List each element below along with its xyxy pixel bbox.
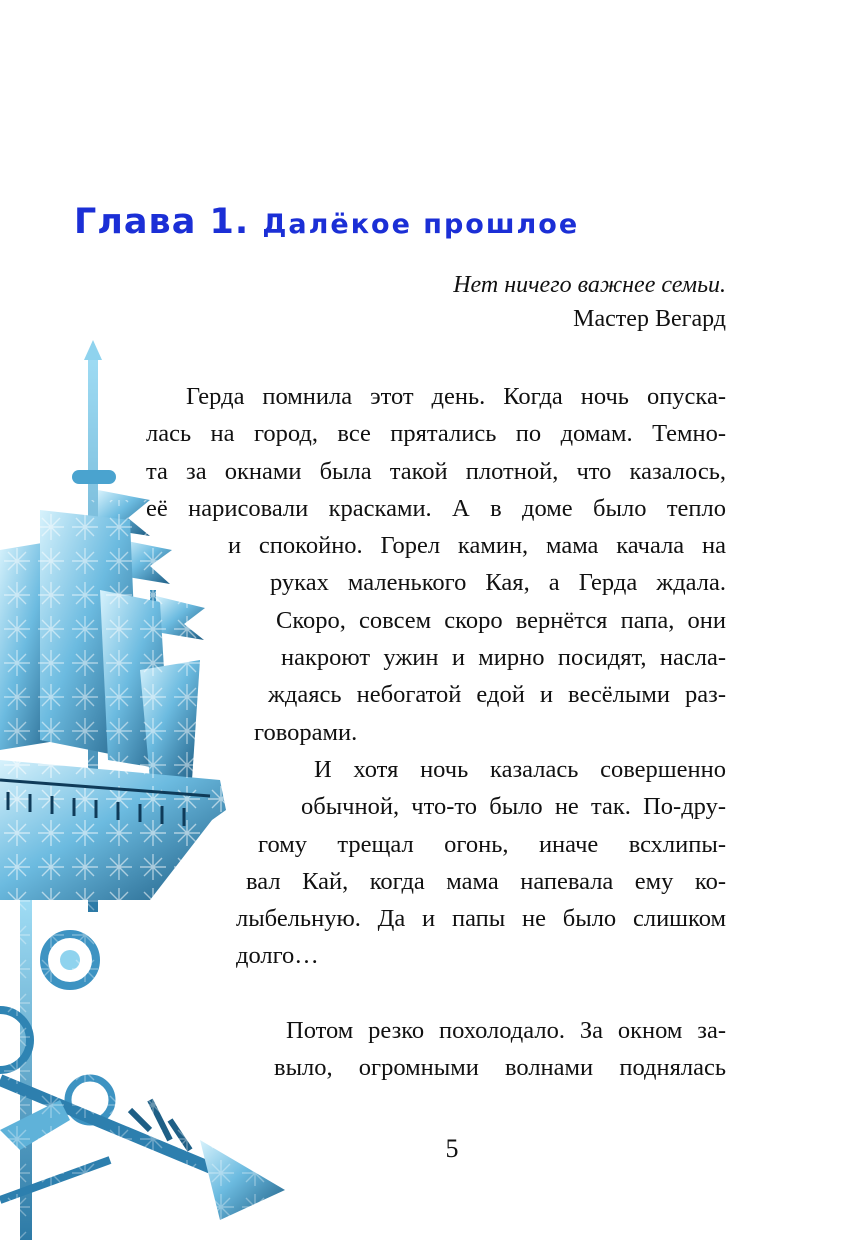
- epigraph-quote: Нет ничего важнее семьи.: [453, 272, 726, 298]
- text-line: Герда помнила этот день. Когда ночь опуска-: [186, 383, 726, 410]
- text-line: обычной, что-то было не так. По-дру-: [301, 793, 726, 821]
- paragraph: [146, 378, 726, 751]
- text-line: выло, огромными волнами поднялась: [274, 1054, 726, 1082]
- chapter-name: Далёкое прошлое: [262, 209, 580, 240]
- text-line: руках маленького Кая, а Герда ждала.: [270, 569, 726, 597]
- paragraph: [146, 751, 726, 975]
- paragraph-gap: [146, 975, 726, 1012]
- text-line: та за окнами была такой плотной, что казалось,: [146, 457, 726, 485]
- chapter-title: [74, 202, 579, 242]
- text-line: и спокойно. Горел камин, мама качала на: [228, 532, 726, 560]
- text-line: говорами.: [254, 718, 358, 746]
- epigraph: [453, 268, 726, 336]
- paragraph: [146, 1012, 726, 1087]
- epigraph-author: Мастер Вегард: [573, 306, 726, 332]
- text-line: вал Кай, когда мама напевала ему ко-: [246, 867, 726, 895]
- text-line: Потом резко похолодало. За окном за-: [286, 1016, 726, 1044]
- page-number: 5: [445, 1134, 459, 1163]
- text-line: И хотя ночь казалась совершенно: [314, 755, 726, 783]
- text-line: ждаясь небогатой едой и весёлыми раз-: [268, 681, 726, 709]
- text-line: гому трещал огонь, иначе всхлипы-: [258, 830, 726, 858]
- text-line: долго…: [236, 942, 319, 970]
- chapter-label: Глава 1.: [74, 202, 250, 242]
- text-line: лыбельную. Да и папы не было слишком: [236, 905, 726, 933]
- text-line: её нарисовали красками. А в доме было тепло: [146, 494, 726, 522]
- text-line: Скоро, совсем скоро вернётся папа, они: [276, 606, 726, 634]
- text-line: лась на город, все прятались по домам. Темно-: [146, 420, 726, 448]
- text-line: накроют ужин и мирно посидят, насла-: [281, 644, 726, 672]
- body-text: [146, 378, 726, 1086]
